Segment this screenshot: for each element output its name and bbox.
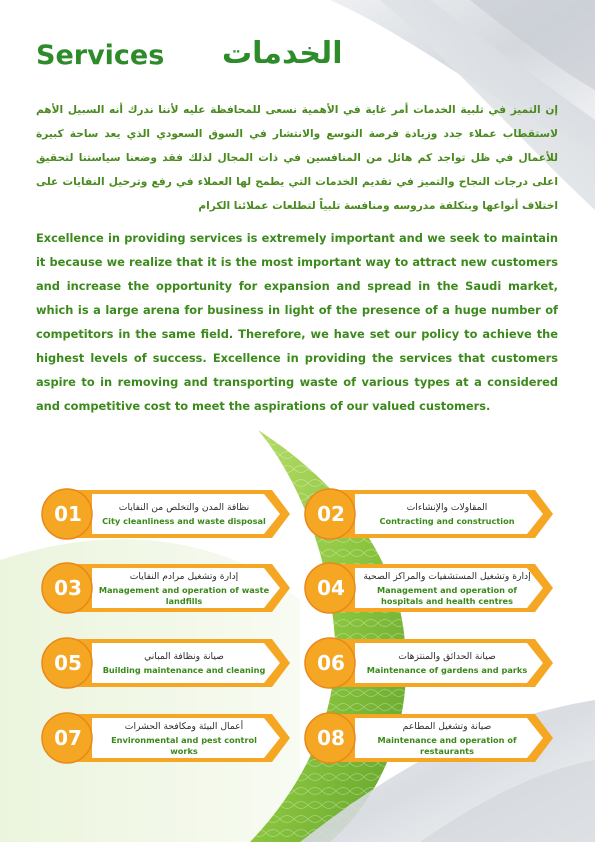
service-number: 03 — [54, 576, 82, 600]
service-number: 07 — [54, 726, 82, 750]
page-title-arabic: الخدمات — [222, 36, 343, 71]
service-label-english: Management and operation of hospitals and health centres — [377, 584, 517, 606]
service-card-01 — [40, 487, 290, 541]
service-number: 02 — [317, 502, 345, 526]
service-label-arabic: المقاولات والإنشاءات — [406, 502, 488, 513]
service-label-english: Contracting and construction — [379, 516, 515, 526]
service-card-07 — [40, 711, 290, 765]
service-number: 04 — [317, 576, 345, 600]
service-card-06 — [303, 636, 553, 690]
service-number: 05 — [54, 651, 82, 675]
service-card-02 — [303, 487, 553, 541]
service-card-03 — [40, 561, 290, 615]
intro-paragraph-arabic: إن التميز في تلبية الخدمات أمر غاية في الأهمية نسعى للمحافظة عليه لأننا ندرك أنه السبيل الأهم لاستقطاب عملاء جدد وزيادة فرصة التوسع والانتشار في السوق السعودي الذي يعد ساحة كبيرة للأعمال في ظل تواجد كم هائل من المنافسين في ذات المجال لذلك فقد وضعنا سياستنا لتحقيق اعلى درجات النجاح والتميز في تقديم الخدمات التي يطمح لها العملاء في رفع وترحيل النفايات على اختلاف أنواعها وبتكلفة مدروسه ومنافسة تلبياً لتطلعات عملائنا الكرام — [36, 104, 558, 212]
service-number: 08 — [317, 726, 345, 750]
service-label-english: Maintenance of gardens and parks — [366, 665, 528, 675]
intro-paragraph-english: Excellence in providing services is extremely important and we seek to maintain it because we realize that it is the most important way to attract new customers and increase the opportunity for expansion and spread in the Saudi market, which is a large arena for business in light of the presence of a huge number of competitors in the same field. Therefore, we have set our policy to achieve the highest levels of success. Excellence in providing the services that customers aspire to in removing and transporting waste of various types at a considered and competitive cost to meet the aspirations of our valued customers. — [36, 231, 558, 413]
service-label-english: Environmental and pest control works — [111, 734, 257, 756]
service-label-english: Management and operation of waste landfills — [98, 584, 270, 606]
service-label-arabic: أعمال البيئة ومكافحة الحشرات — [124, 720, 244, 732]
service-card-05 — [40, 636, 290, 690]
service-number: 01 — [54, 502, 82, 526]
service-card-04 — [303, 561, 553, 615]
service-label-arabic: نظافة المدن والتخلص من النفايات — [118, 502, 250, 513]
service-label-english: Building maintenance and cleaning — [102, 665, 266, 675]
service-label-arabic: إدارة وتشغيل المستشفيات والمراكز الصحية — [363, 570, 531, 582]
service-label-arabic: إدارة وتشغيل مرادم النفايات — [129, 570, 239, 582]
service-card-08 — [303, 711, 553, 765]
service-number: 06 — [317, 651, 345, 675]
service-label-arabic: صيانة ونظافة المباني — [144, 651, 224, 662]
service-label-arabic: صيانة وتشغيل المطاعم — [402, 720, 492, 732]
page-title-english: Services — [36, 40, 165, 71]
service-label-english: Maintenance and operation of restaurants — [377, 734, 517, 756]
service-label-english: City cleanliness and waste disposal — [102, 516, 266, 526]
service-label-arabic: صيانة الحدائق والمنتزهات — [398, 651, 496, 662]
